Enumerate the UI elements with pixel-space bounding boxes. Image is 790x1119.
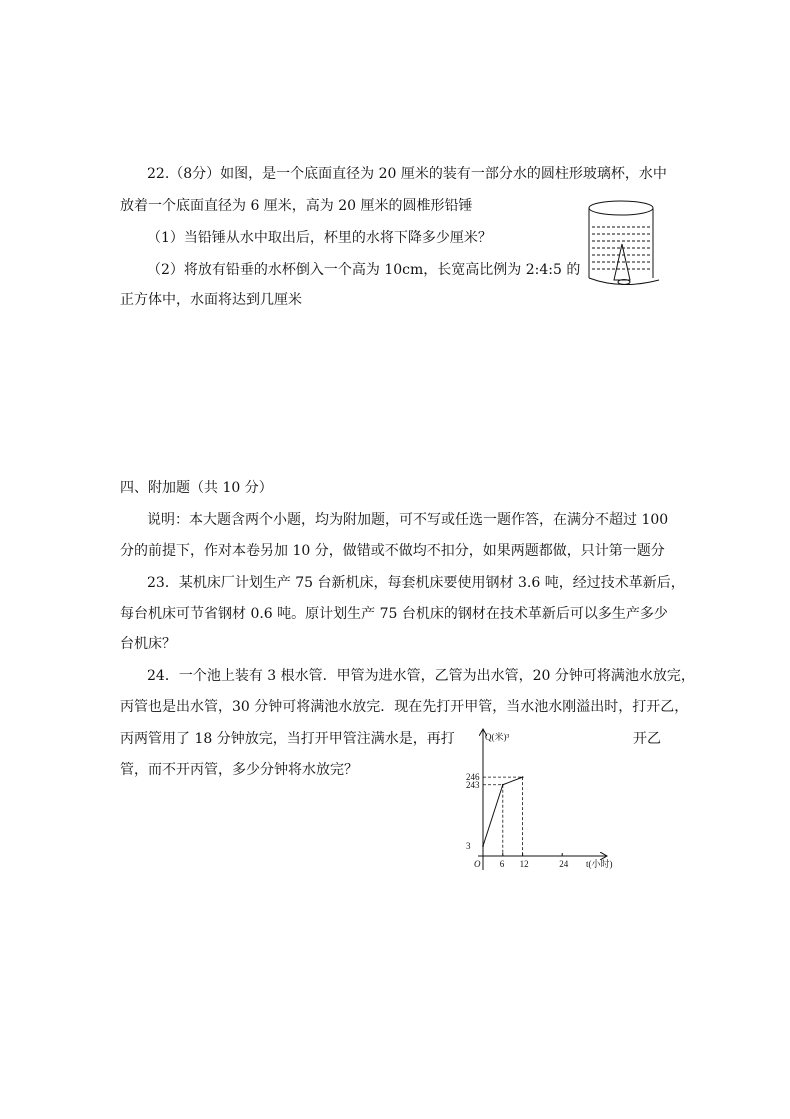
q22-sub1: （1）当铅锤从水中取出后，杯里的水将下降多少厘米？: [147, 230, 492, 246]
data-point-1: [502, 784, 504, 786]
x-tick-label-12: 12: [519, 859, 529, 869]
y-tick-label-3: 3: [466, 841, 471, 851]
y-tick-label-246: 246: [466, 772, 480, 783]
q24-line3a: 丙两管用了 18 分钟放完，当打开甲管注满水是，再打: [120, 731, 455, 747]
data-point-0: [482, 845, 484, 847]
origin-label: O: [474, 859, 481, 869]
section4-note2: 分的前提下，作对本卷另加 10 分，做错或不做均不扣分，如果两题都做，只计第一题分: [120, 543, 665, 559]
q23-line2: 每台机床可节省钢材 0.6 吨。原计划生产 75 台机床的钢材在技术革新后可以多生产多少: [120, 606, 668, 622]
q24-line4: 管，而不开丙管，多少分钟将水放完？: [120, 762, 358, 778]
x-tick-label-24: 24: [559, 859, 569, 869]
data-point-2: [522, 776, 524, 778]
line-graph: [458, 724, 638, 874]
section4-note1: 说明：本大题含两个小题，均为附加题，可不写或任选一题作答，在满分不超过 100: [147, 512, 669, 528]
series-segment-1: [483, 785, 503, 846]
q24-line1: 24．一个池上装有 3 根水管．甲管为进水管，乙管为出水管，20 分钟可将满池水放完，: [147, 668, 695, 684]
y-axis-label: Q(米)³: [485, 732, 510, 742]
q22-line2: 放着一个底面直径为 6 厘米，高为 20 厘米的圆椎形铅锤: [120, 198, 473, 214]
y-tick-label-243: 243: [466, 779, 480, 790]
x-axis-label: t(小时): [586, 859, 613, 869]
series-segment-2: [503, 777, 523, 785]
q22-line1: 22.（8分）如图，是一个底面直径为 20 厘米的装有一部分水的圆柱形玻璃杯，水中: [147, 166, 667, 182]
cylinder-cone-figure: [584, 192, 664, 294]
q22-sub2: （2）将放有铅垂的水杯倒入一个高为 10cm，长宽高比例为 2:4:5 的: [147, 262, 581, 278]
q23-line3: 台机床？: [120, 636, 176, 652]
q22-sub2b: 正方体中，水面将达到几厘米: [120, 292, 302, 308]
q24-line3b: 开乙: [633, 731, 661, 747]
section4-title: 四、附加题（共 10 分）: [120, 480, 273, 496]
q23-line1: 23．某机床厂计划生产 75 台新机床，每套机床要使用钢材 3.6 吨，经过技术革新后，: [147, 575, 685, 591]
x-tick-label-6: 6: [499, 859, 505, 869]
q24-line2: 丙管也是出水管，30 分钟可将满池水放完．现在先打开甲管，当水池水刚溢出时，打开乙，: [120, 699, 689, 715]
